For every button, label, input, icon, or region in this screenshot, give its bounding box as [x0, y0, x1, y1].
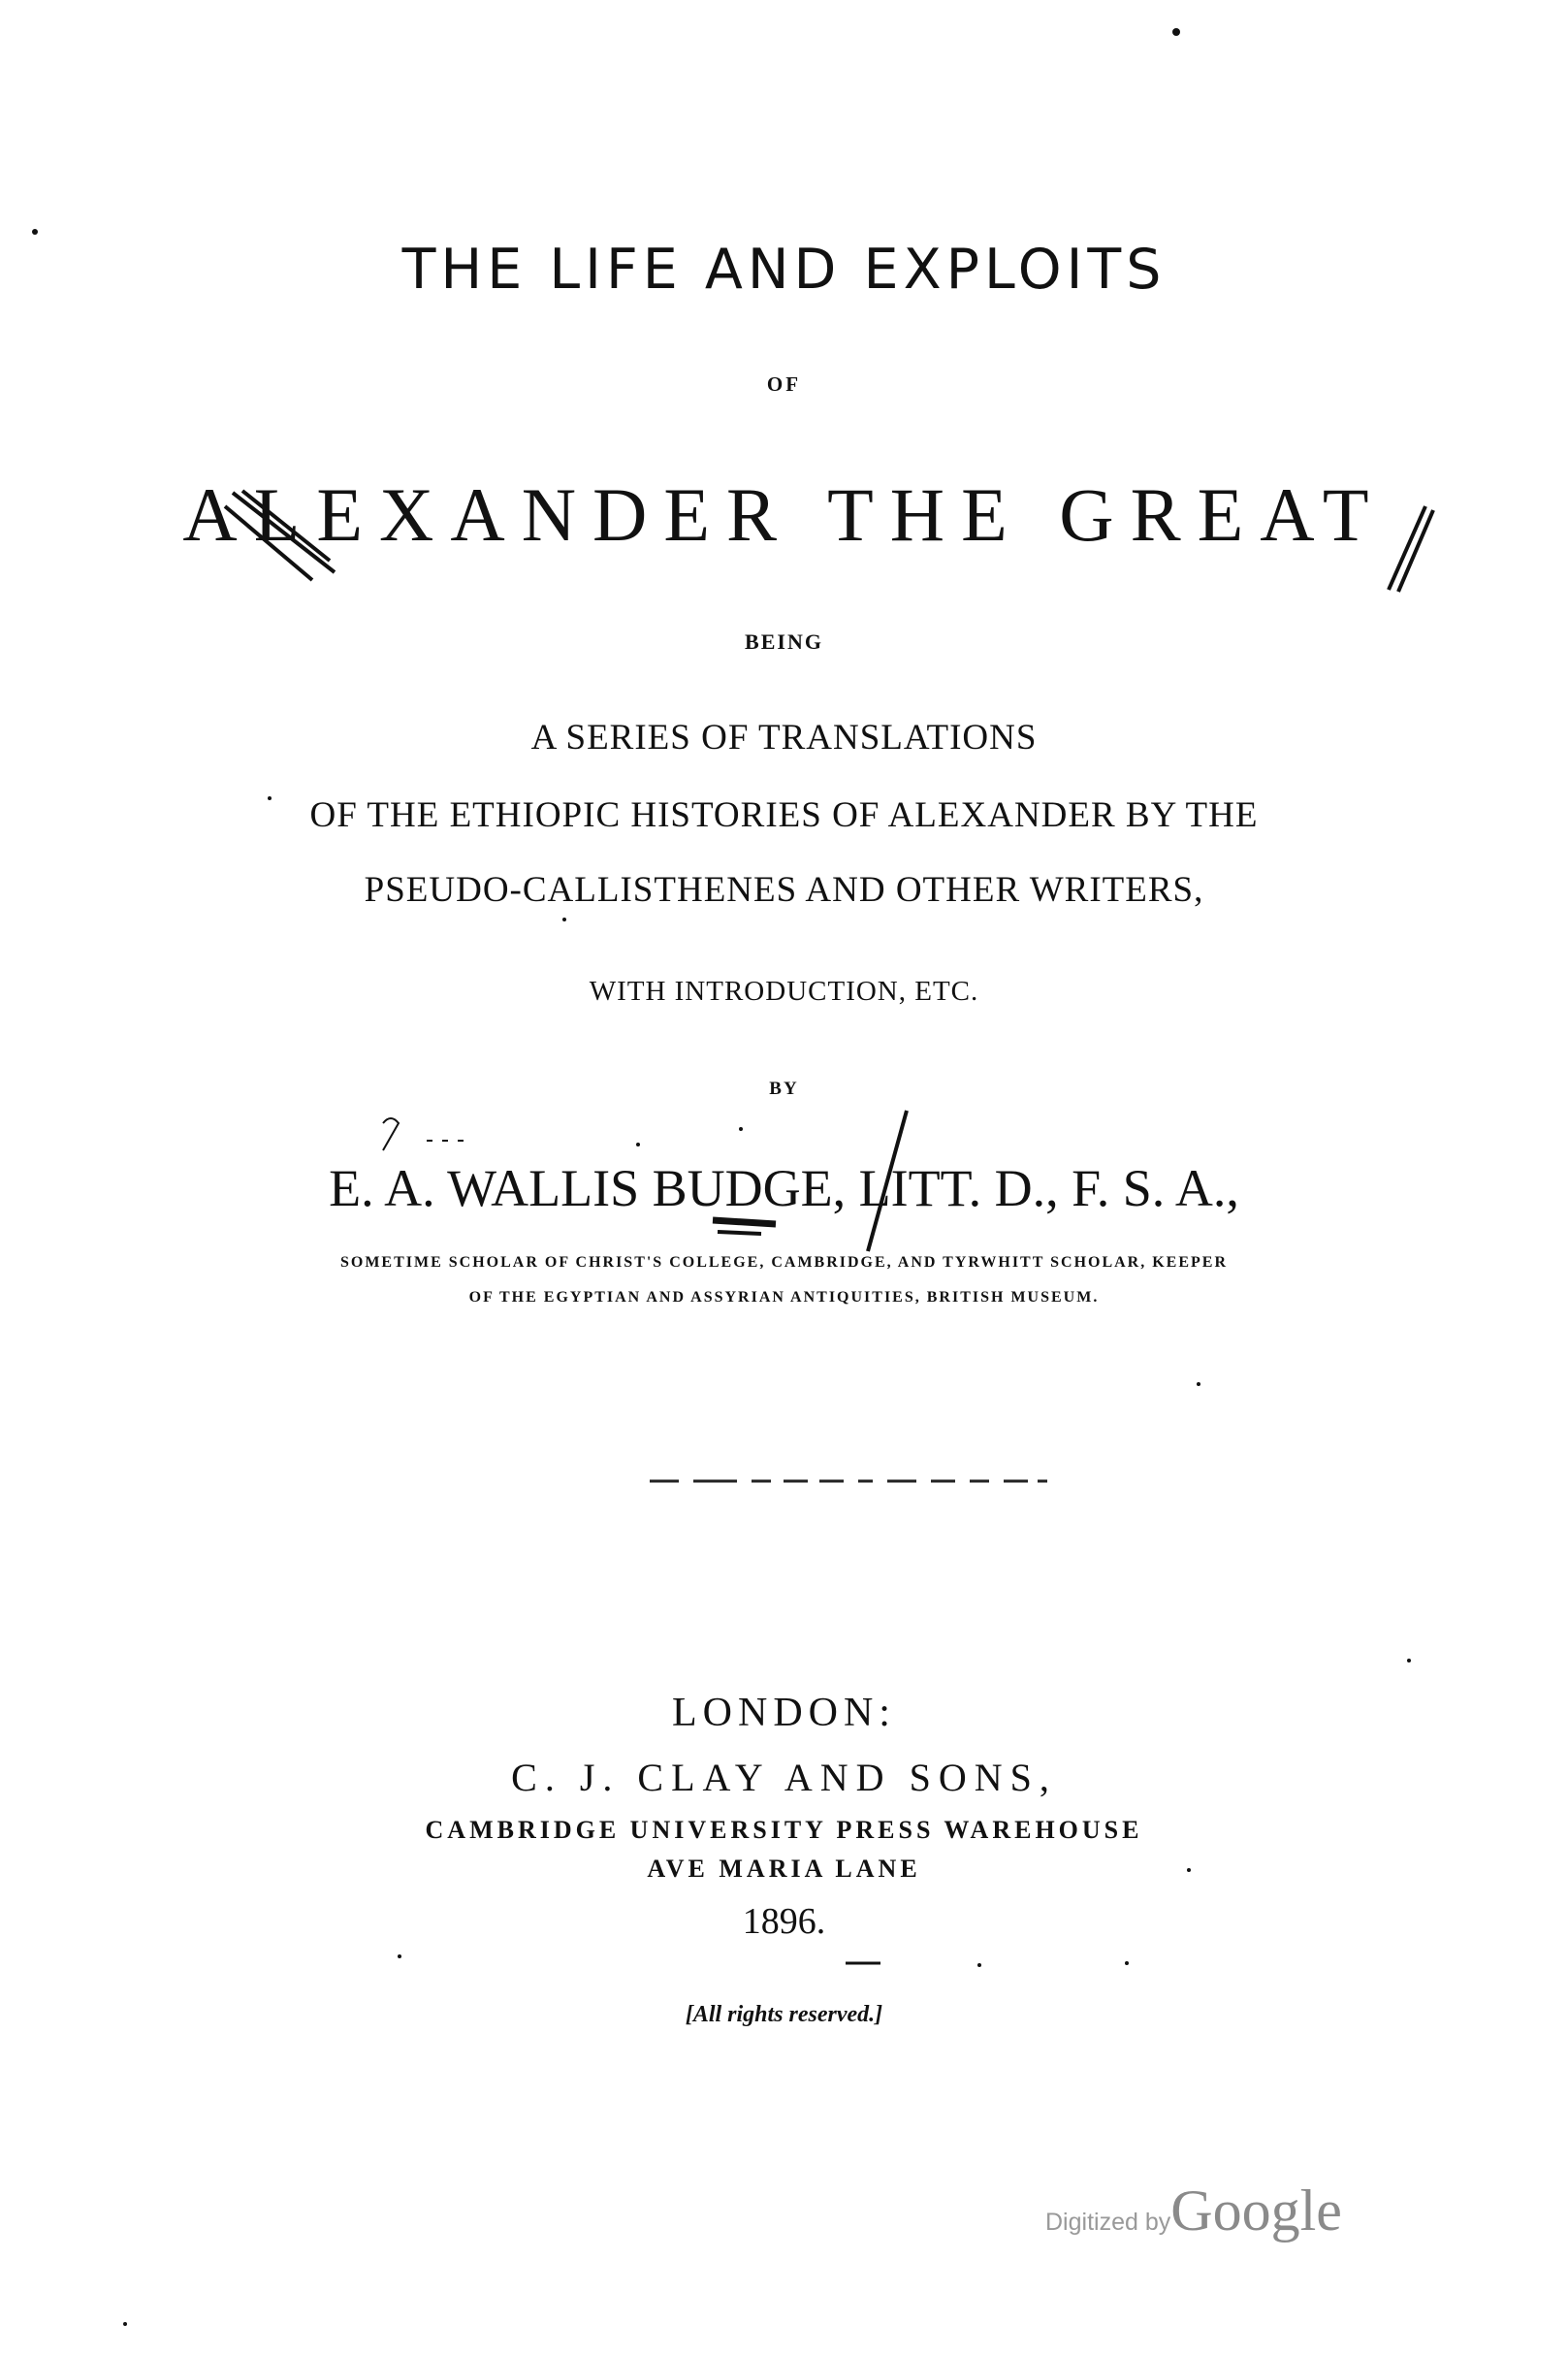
- series-line-1: A SERIES OF TRANSLATIONS: [530, 718, 1038, 758]
- google-logo: Google: [1170, 2178, 1342, 2243]
- digitized-stamp: [1045, 2178, 1342, 2244]
- imprint-city: LONDON:: [672, 1691, 896, 1735]
- title-line-2: ALEXANDER THE GREAT: [182, 472, 1386, 557]
- digitized-by-text: Digitized by: [1045, 2209, 1171, 2236]
- title-slash-marks: [225, 491, 1433, 592]
- series-line-3: PSEUDO-CALLISTHENES AND OTHER WRITERS,: [364, 870, 1204, 910]
- imprint-publisher: C. J. CLAY AND SONS,: [511, 1756, 1057, 1799]
- imprint-street: AVE MARIA LANE: [647, 1855, 921, 1883]
- margin-specks: [32, 28, 1411, 2326]
- author-line: E. A. WALLIS BUDGE, LITT. D., F. S. A.,: [329, 1159, 1239, 1217]
- being-label: BEING: [745, 629, 823, 654]
- by-label: BY: [769, 1079, 799, 1099]
- title-of: OF: [766, 372, 802, 396]
- title-line-1: THE LIFE AND EXPLOITS: [401, 238, 1167, 302]
- series-line-2: OF THE ETHIOPIC HISTORIES OF ALEXANDER BY THE: [309, 795, 1259, 835]
- imprint-warehouse: CAMBRIDGE UNIVERSITY PRESS WAREHOUSE: [425, 1816, 1143, 1844]
- imprint-year: 1896.: [742, 1901, 826, 1942]
- rights-notice: [All rights reserved.]: [685, 2002, 883, 2027]
- author-credentials-line-2: OF THE EGYPTIAN AND ASSYRIAN ANTIQUITIES, BRITISH MUSEUM.: [468, 1289, 1100, 1306]
- author-credentials-line-1: SOMETIME SCHOLAR OF CHRIST'S COLLEGE, CAMBRIDGE, AND TYRWHITT SCHOLAR, KEEPER: [339, 1254, 1229, 1271]
- author-pen-marks: [383, 1111, 907, 1251]
- introduction-line: WITH INTRODUCTION, ETC.: [589, 976, 979, 1007]
